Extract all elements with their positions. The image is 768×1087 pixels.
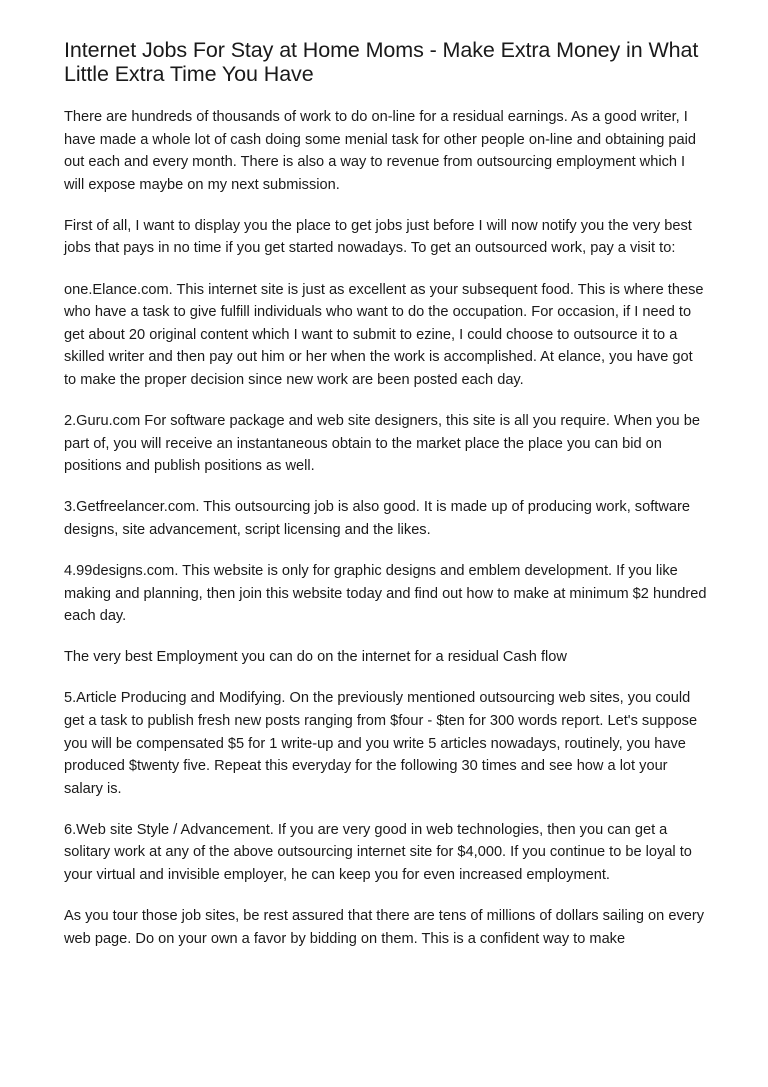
paragraph-article-producing: 5.Article Producing and Modifying. On the previously mentioned outsourcing web sites, you could get a task to publish fresh new posts ranging from $four - $ten for 300 words report. Let's suppose you will be compensated $5 for 1 write-up and you write 5 articles nowadays, routinely, you have produced $twenty five. Repeat this everyday for the following 30 times and see how a lot your salary is. bbox=[64, 690, 698, 797]
paragraph-web-site-style: 6.Web site Style / Advancement. If you are very good in web technologies, then you can get a solitary work at any of the above outsourcing internet site for $4,000. If you continue to be loyal to your virtual and invisible employer, he can keep you for even increased employment. bbox=[64, 821, 692, 884]
paragraph-guru: 2.Guru.com For software package and web site designers, this site is all you require. When you be part of, you will receive an instantaneous obtain to the market place the place you can bid on positions and publish positions as well. bbox=[64, 413, 700, 475]
paragraph-getfreelancer: 3.Getfreelancer.com. This outsourcing job is also good. It is made up of producing work, software designs, site advancement, script licensing and the likes. bbox=[64, 499, 690, 538]
paragraph-99designs: 4.99designs.com. This website is only for graphic designs and emblem development. If you like making and planning, then join this website today and find out how to make at minimum $2 hundred each day. bbox=[64, 563, 707, 625]
paragraph-intro: There are hundreds of thousands of work to do on-line for a residual earnings. As a good writer, I have made a whole lot of cash doing some menial task for other people on-line and obtaining paid out each and every month. There is also a way to revenue from outsourcing employment which I will expose maybe on my next submission. bbox=[64, 109, 696, 193]
paragraph-best-employment: The very best Employment you can do on the internet for a residual Cash flow bbox=[64, 649, 567, 666]
paragraph-first-of-all: First of all, I want to display you the place to get jobs just before I will now notify you the very best jobs that pays in no time if you get started nowadays. To get an outsourced work, pay a visit to: bbox=[64, 217, 692, 257]
paragraph-elance: one.Elance.com. This internet site is just as excellent as your subsequent food. This is where these who have a task to give fulfill individuals who want to do the occupation. For occasion, if I need to get about 20 original content which I want to submit to ezine, I could choose to outsource it to a skilled writer and then pay out him or her when the work is accomplished. At elance, you have got to make the proper decision since new work are been posted each day. bbox=[64, 281, 704, 388]
paragraph-job-sites: As you tour those job sites, be rest assured that there are tens of millions of dollars sailing on every web page. Do on your own a favor by bidding on them. This is a confident way to make bbox=[64, 908, 705, 947]
document-title: Internet Jobs For Stay at Home Moms - Make Extra Money in What Little Extra Time You Have bbox=[64, 38, 699, 86]
